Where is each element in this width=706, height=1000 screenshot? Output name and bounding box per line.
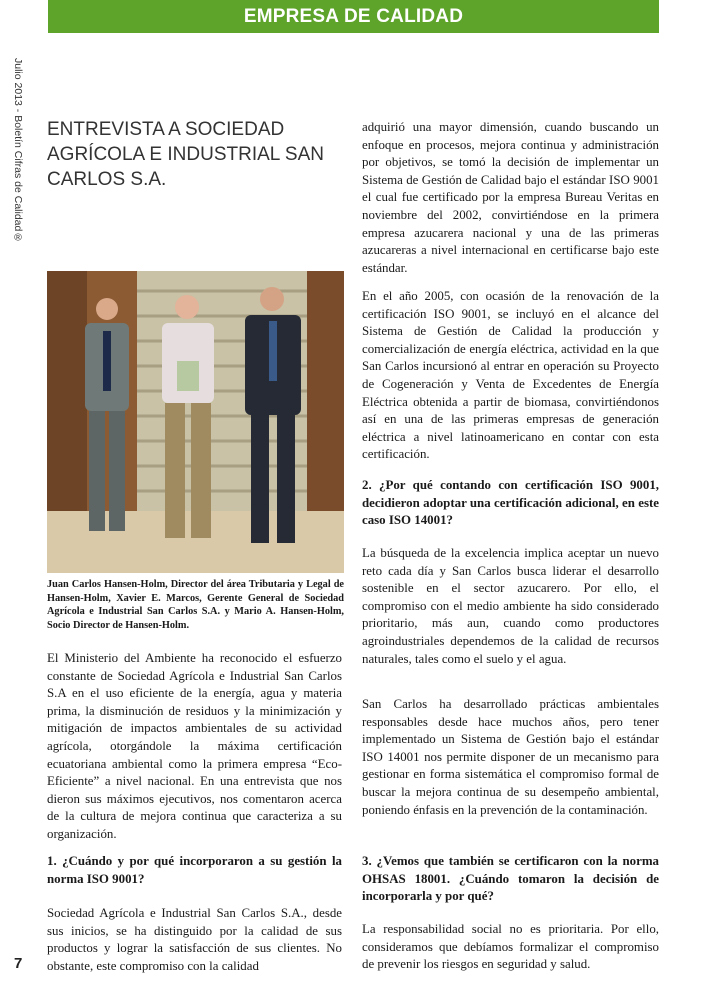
photo-illustration	[47, 271, 344, 573]
article-photo	[47, 271, 344, 573]
photo-caption: Juan Carlos Hansen-Holm, Director del área Tributaria y Legal de Hansen-Holm, Xavier E. Marcos, Gerente General de Sociedad Agrícola e Industrial San Carlos S.A. y Mario A. Hansen-Holm, Socio Director de Hansen-Holm.	[47, 579, 344, 631]
article-title: ENTREVISTA A SOCIEDAD AGRÍCOLA E INDUSTRIAL SAN CARLOS S.A.	[47, 119, 324, 190]
answer-2-paragraph-1: La búsqueda de la excelencia implica aceptar un nuevo reto cada día y San Carlos busca liderar el desarrollo sostenible en el sector azucarero. Por ello, el compromiso con el medio ambiente ha sido considerado prioritario, más aun, cuando como productores agroindustriales dependemos de la calidad de recursos naturales, tales como el suelo y el agua.	[362, 546, 659, 666]
answer-1-paragraph-2: En el año 2005, con ocasión de la renovación de la certificación ISO 9001, se incluyó en el alcance del Sistema de Gestión de Calidad la producción y comercialización de energía eléctrica, actividad en la que San Carlos incursionó al entrar en operación su Proyecto de Cogeneración y Venta de Excedentes de Energía Eléctrica obtenida a partir de biomasa, convirtiéndonos así en una de las primeras empresas de generación eléctrica a nivel latinoamericano en contar con esta certificación.	[362, 289, 659, 462]
question-3: 3. ¿Vemos que también se certificaron con la norma OHSAS 18001. ¿Cuándo tomaron la decisión de incorporarla y por qué?	[362, 854, 659, 904]
question-1: 1. ¿Cuándo y por qué incorporaron a su gestión la norma ISO 9001?	[47, 854, 342, 886]
section-header: EMPRESA DE CALIDAD	[48, 0, 659, 33]
answer-2-paragraph-2: San Carlos ha desarrollado prácticas ambientales responsables desde hace muchos años, pero tener implementado un Sistema de Gestión bajo el estándar ISO 14001 nos permite disponer de un mecanismo para gestionar en forma sistemática el compromiso formal de buscar la mejora continua de su desempeño ambiental, poniendo énfasis en la prevención de la contaminación.	[362, 697, 659, 817]
intro-paragraph: El Ministerio del Ambiente ha reconocido el esfuerzo constante de Sociedad Agrícola e Industrial San Carlos S.A en el uso eficiente de la energía, agua y materia prima, la disminución de residuos y la minimización y mitigación de impactos ambientales de su actividad agrícola, otorgándole la máxima certificación ecuatoriana ambiental como la primera empresa “Eco- Eficiente” a nivel nacional. En una entrevista que nos dieron sus máximos ejecutivos, nos comentaron acerca de la cultura de mejora continua que caracteriza a su organización.	[47, 651, 342, 841]
issue-sidebar-label: Julio 2013 - Boletín Cifras de Calidad®	[12, 58, 24, 244]
answer-1-paragraph-1: Sociedad Agrícola e Industrial San Carlos S.A., desde sus inicios, se ha distinguido por la calidad de sus productos y lograr la satisfacción de sus clientes. No obstante, este compromiso con la calidad	[47, 906, 342, 973]
answer-1-paragraph-1-continued: adquirió una mayor dimensión, cuando buscando un enfoque en procesos, mejora continua y administración por objetivos, se tomó la decisión de implementar un Sistema de Gestión de Calidad bajo el estándar ISO 9001 el cual fue certificado por la empresa Bureau Veritas en noviembre del 2002, convirtiéndose en la primera empresa azucarera nacional y una de las primeras azucareras a nivel internacional en certificarse bajo este estándar.	[362, 120, 659, 275]
page-number: 7	[14, 955, 23, 972]
question-2: 2. ¿Por qué contando con certificación ISO 9001, decidieron adoptar una certificación adicional, en este caso ISO 14001?	[362, 478, 659, 528]
answer-3-paragraph-1: La responsabilidad social no es prioritaria. Por ello, consideramos que debíamos formalizar el compromiso de prevenir los riesgos en seguridad y salud.	[362, 922, 659, 972]
